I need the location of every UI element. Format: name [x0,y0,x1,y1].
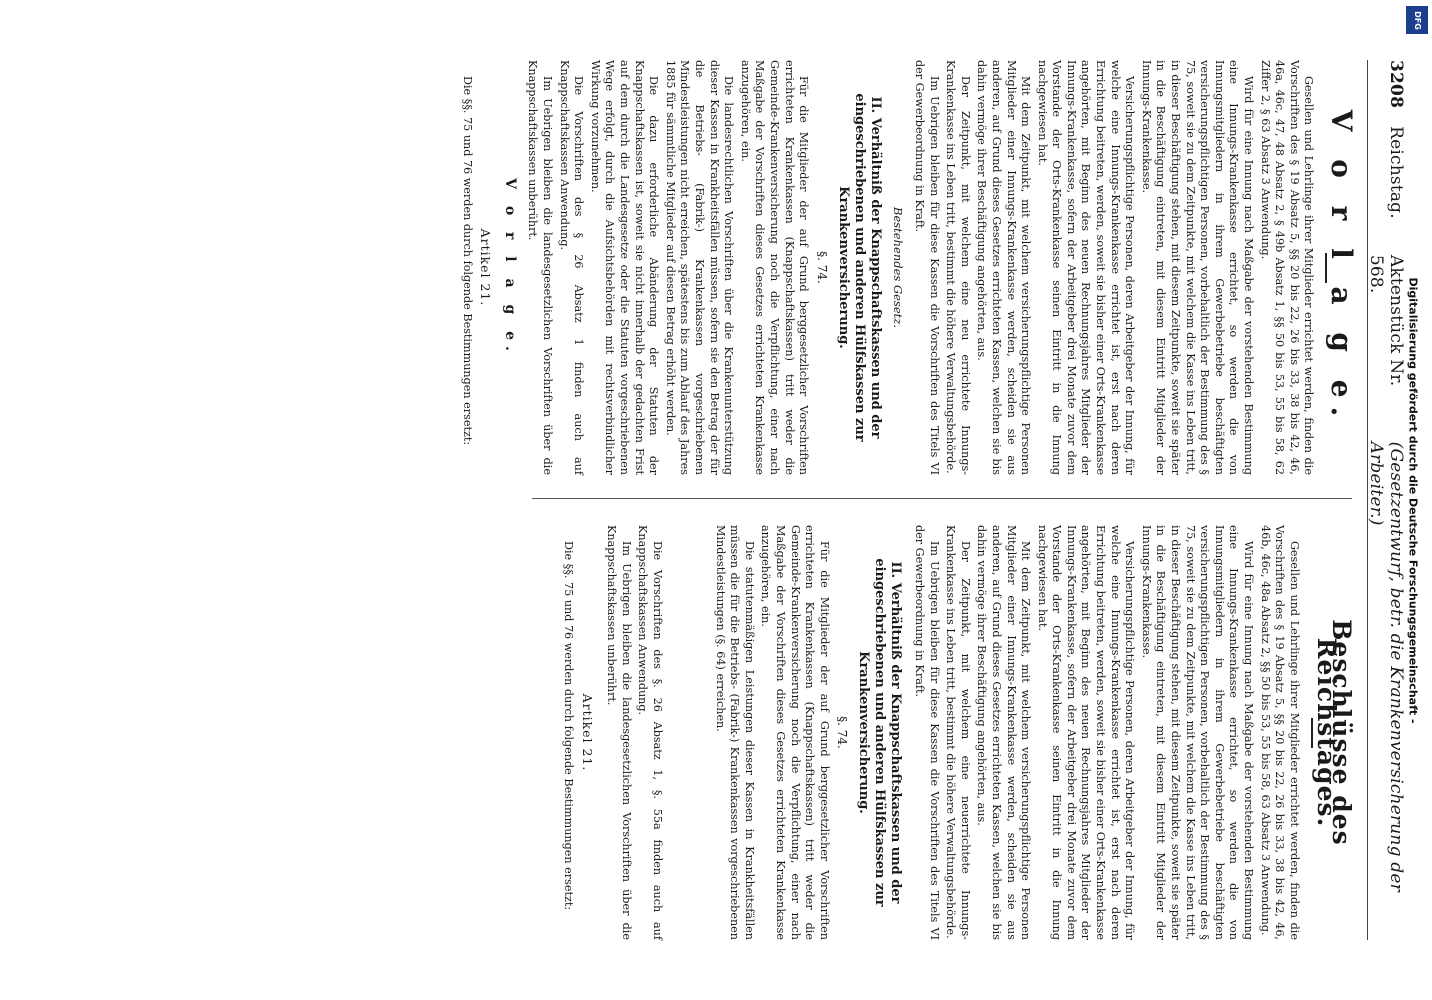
left-paragraph: Im Uebrigen bleiben für diese Kassen die Vorschriften des Titels VI der Gewerbeordnung in Kraft. [912,60,941,475]
left-column [457,60,1360,475]
left-heading: II. Verhältniß der Knappschaftskassen und der eingeschriebenen und anderen Hülfskassen zur Krankenversicherung. [835,93,883,442]
right-spacer [664,525,710,940]
right-paragraph: Der Zeitpunkt, mit welchem eine neuerrichtete Innungs-Krankenkasse ins Leben tritt, bestimmt die höhere Verwaltungsbehörde. [944,525,972,940]
left-paragraph: Im Uebrigen bleiben die landesgesetzlichen Vorschriften über die Knappschaftskassen unberührt. [526,60,555,475]
header-rule [1367,60,1368,940]
left-section-label: Bestehendes Gesetz. [891,207,906,328]
right-paragraph: Die statutenmäßigen Leistungen dieser Kassen in Krankheitsfällen müssen die für die Betriebs- (Fabrik-) Krankenkassen vorgeschriebenen Mindestleistungen (§. 64) erreichen. [713,525,756,940]
right-column [558,525,1360,940]
right-paragraph: Im Uebrigen bleiben die landesgesetzlichen Vorschriften über die Knappschaftskassen unberührt. [605,525,633,940]
left-paragraph: Gesellen und Lehrlinge ihrer Mitglieder errichtet werden, finden die Vorschriften des § 19 Absatz 5, §§ 20 bis 22, 26 bis 33, 38 bis 42, 46, 46a, 46c, 47, 48 Absatz 2, § 49b Absatz 1, §§ 50 bis 53, 55 bis 58, 62 Ziffer 2, § 63 Absatz 3 Anwendung. [1258,60,1316,475]
credit-text: Digitalisierung gefördert durch die Deutsche Forschungsgemeinschaft - [1406,276,1420,724]
page-header [1366,60,1406,960]
right-heading: II. Verhältniß der Knappschaftskassen und der eingeschriebenen und anderen Hülfskassen zur Krankenversicherung. [856,558,904,907]
left-paragraph: Die §§. 75 und 76 werden durch folgende Bestimmungen ersetzt: [460,76,474,446]
right-paragraph: Versicherungspflichtige Personen, deren Arbeitgeber der Innung, für welche eine Innungs-Krankenkasse errichtet ist, erst nach deren Errichtung beitreten, werden, soweit sie bisher einer Orts-Krankenkasse angehörten, mit Beginn des neuen Rechnungsjahres Mitglieder der Innungs-Krankenkasse, sofern der Arbeitgeber drei Monate zuvor dem Vorstande der Orts-Krankenkasse seinen Eintritt in die Innung nachgewiesen hat. [1035,525,1137,940]
left-paragraph: Für die Mitglieder der auf Grund berggesetzlicher Vorschriften errichteten Krankenkassen (Knappschaftskassen) tritt weder die Gemeinde-Krankenversicherung noch die Verpflichtung, einer nach Maßgabe der Vorschriften dieses Gesetzes errichteten Krankenkasse anzugehören, ein. [738,60,811,475]
column-divider [532,498,1352,499]
right-artikel: Artikel 21. [579,693,595,772]
digitization-credit [1402,0,1424,1000]
left-title: V o r l a g e. [1325,109,1358,426]
right-paragraph: Gesellen und Lehrlinge ihrer Mitglieder errichtet werden, finden die Vorschriften des § 19 Absatz 5, §§ 20 bis 22, 26 bis 33, 38 bis 42, 46, 46b, 46c, 48a Absatz 2, §§ 50 bis 53, 55 bis 58, 63 Absatz 3 Anwendung. [1258,525,1301,940]
right-paragraph: Wird für eine Innung nach Maßgabe der vorstehenden Bestimmung eine Innungs-Krankenkasse errichtet, so werden die von Innungsmitgliedern in ihrem Gewerbebetriebe beschäftigten versicherungspflichtigen Personen, vorbehaltlich der Bestimmung des § 75, soweit sie zu dem Zeitpunkte, mit welchem die Kasse ins Leben tritt, in dieser Beschäftigung stehen, mit diesem Zeitpunkte, soweit sie später in die Beschäftigung eintreten, mit diesem Eintritt Mitglieder der Innungs-Krankenkasse. [1139,525,1256,940]
right-paragraph: Im Uebrigen bleiben für diese Kassen die Vorschriften des Titels VI der Gewerbeordnung in Kraft. [912,525,941,940]
right-paragraph: Die Vorschriften des §. 26 Absatz 1, §. 55a finden auch auf Knappschaftskassen Anwendung. [636,525,665,940]
header-center: Aktenstück Nr. 568. [1366,254,1406,387]
left-paragraph: Der Zeitpunkt, mit welchem eine neu errichtete Innungs-Krankenkasse ins Leben tritt, bestimmt die höhere Verwaltungsbehörde. [944,60,972,475]
right-paragraph: Die §§. 75 und 76 werden durch folgende Bestimmungen ersetzt: [562,541,576,911]
dfg-logo [1406,6,1428,34]
header-left: Reichstag. [1386,126,1406,219]
right-paragraph-sign: §. 74. [835,716,850,749]
dfg-badge-text: DFG [1412,10,1422,30]
left-paragraph: Die Vorschriften des § 26 Absatz 1 finden auch auf Knappschaftskassen Anwendung. [557,60,586,475]
left-paragraph: Mit dem Zeitpunkt, mit welchem versicherungspflichtige Personen Mitglieder einer Innungs-Krankenkasse werden, scheiden sie aus anderen, auf Grund dieses Gesetzes errichteten Kassen, welchen sie bis dahin vermöge ihrer Beschäftigung angehörten, aus. [975,60,1033,475]
right-paragraph: Für die Mitglieder der auf Grund berggesetzlicher Vorschriften errichteten Krankenkassen (Knappschaftskassen) tritt weder die Gemeinde-Krankenversicherung noch die Verpflichtung, einer nach Maßgabe der Vorschriften dieses Gesetzes errichteten Krankenkasse anzugehören, ein. [759,525,831,940]
left-paragraph: Die dazu erforderliche Abänderung der Statuten der Knappschaftskassen ist, soweit sie nicht innerhalb der gedachten Frist auf dem durch die Landesgesetze oder die Statuten vorgeschriebenen Wege erfolgt, durch die Aufsichtsbehörden mit rechtsverbindlicher Wirkung vorzunehmen. [588,60,661,475]
left-vorlage-label: V o r l a g e. [501,178,518,357]
left-paragraph-sign: §. 74. [814,251,829,284]
left-paragraph: Versicherungspflichtige Personen, deren Arbeitgeber der Innung, für welche eine Innungs-Krankenkasse errichtet ist, erst nach deren Errichtung beitreten, werden, soweit sie bisher einer Orts-Krankenkasse angehörten, mit Beginn des neuen Rechnungsjahres Mitglieder der Innungs-Krankenkasse, sofern der Arbeitgeber drei Monate zuvor dem Vorstande der Orts-Krankenkasse seinen Eintritt in die Innung nachgewiesen hat. [1035,60,1137,475]
header-right: (Gesetzentwurf, betr. die Krankenversicherung der Arbeiter.) [1366,441,1406,892]
right-title: Beschlüsse des Reichstages. [1312,619,1356,846]
left-paragraph: Wird für eine Innung nach Maßgabe der vorstehenden Bestimmung eine Innungs-Krankenkasse errichtet, so werden die von Innungsmitgliedern in ihrem Gewerbebetriebe beschäftigten versicherungspflichtigen Personen, vorbehaltlich der Bestimmung des § 75, soweit sie zu dem Zeitpunkte, mit welchem die Kasse ins Leben tritt, in dieser Beschäftigung stehen, mit diesem Zeitpunkte, soweit sie später in die Beschäftigung eintreten, mit diesem Eintritt Mitglieder der Innungs-Krankenkasse. [1139,60,1256,475]
left-paragraph: Die landesrechtlichen Vorschriften über die Krankenunterstützung dieser Kassen in Krankheitsfällen müssen, sofern sie den Betrag der für die Betriebs- (Fabrik-) Krankenkassen vorgeschriebenen Mindestleistungen nicht erreichen, spätestens bis zum Ablauf des Jahres 1885 für sämmtliche Mitglieder auf diesen Betrag erhöht werden. [663,60,736,475]
left-artikel: Artikel 21. [478,228,494,307]
right-paragraph: Mit dem Zeitpunkt, mit welchem versicherungspflichtige Personen Mitglieder einer Innungs-Krankenkasse werden, scheiden sie aus anderen, auf Grund dieses Gesetzes errichteten Kassen, welchen sie bis dahin vermöge ihrer Beschäftigung angehörten, aus. [975,525,1033,940]
page-number: 3208 [1386,60,1406,109]
